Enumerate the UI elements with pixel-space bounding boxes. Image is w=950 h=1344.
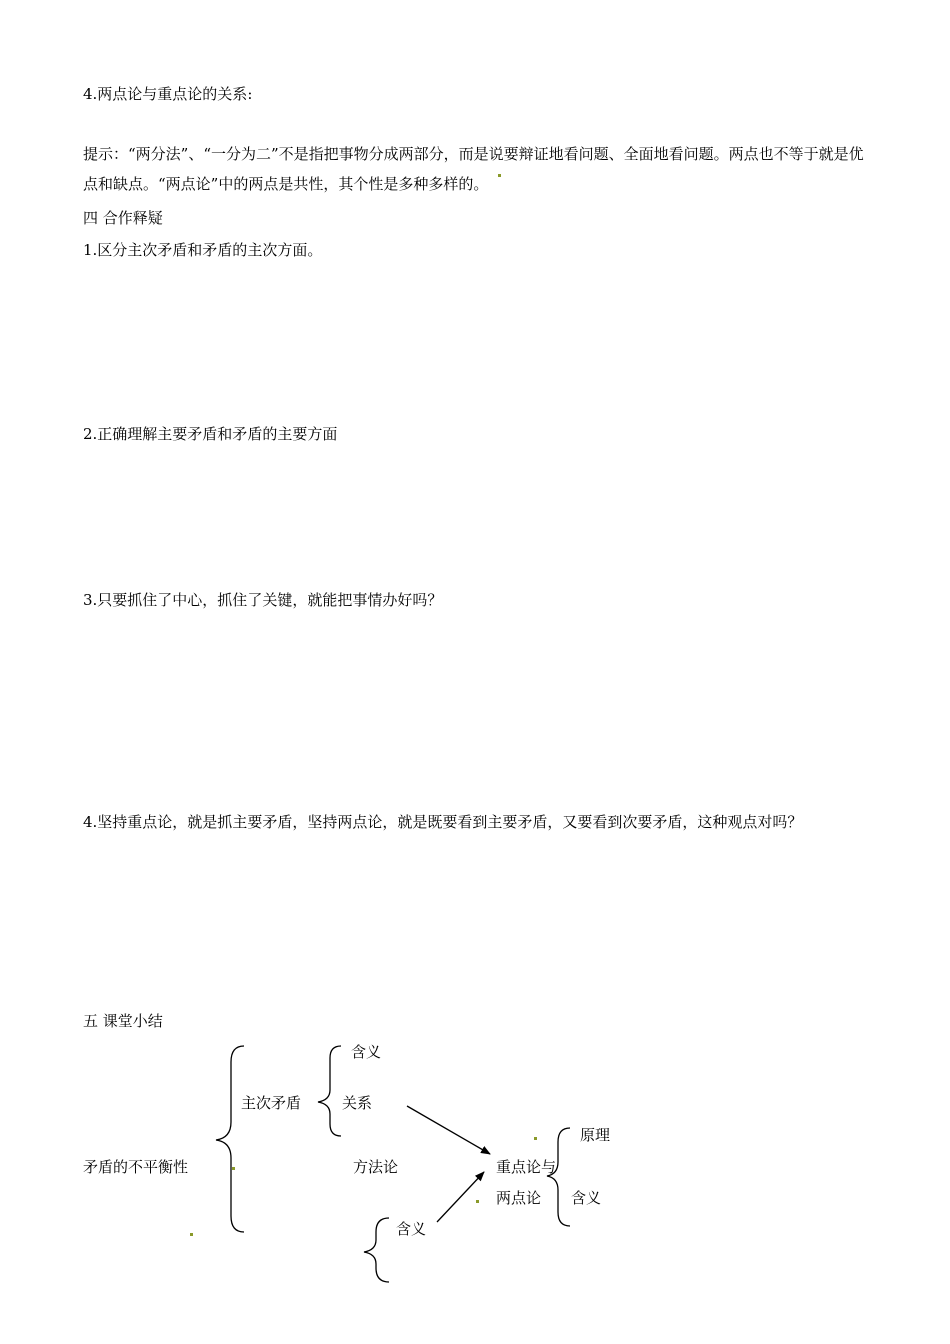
- diagram-target-line2: 两点论: [496, 1189, 542, 1207]
- diagram-branch1: 主次矛盾: [241, 1094, 302, 1112]
- section-summary-title: 五 课堂小结: [83, 1012, 163, 1030]
- speck: [190, 1233, 193, 1236]
- question-1: 1.区分主次矛盾和矛盾的主次方面。: [83, 241, 323, 259]
- question-4: 4.坚持重点论，就是抓主要矛盾，坚持两点论，就是既要看到主要矛盾，又要看到次要矛盾，这种观点对吗？: [83, 813, 803, 831]
- speck: [476, 1200, 479, 1203]
- diagram-target-principle: 原理: [580, 1126, 611, 1144]
- question-2: 2.正确理解主要矛盾和矛盾的主要方面: [83, 425, 338, 443]
- branch1-brace: [318, 1046, 341, 1136]
- target-brace: [547, 1128, 570, 1226]
- branch2-brace: [364, 1218, 389, 1282]
- diagram-branch1-relation: 关系: [342, 1094, 373, 1112]
- root-brace: [216, 1046, 244, 1232]
- diagram-root: 矛盾的不平衡性: [83, 1158, 189, 1176]
- diagram-methodology: 方法论: [353, 1158, 399, 1176]
- section-cooperate-title: 四 合作释疑: [83, 209, 163, 227]
- speck: [232, 1167, 235, 1170]
- diagram-branch2-meaning: 含义: [396, 1220, 427, 1238]
- hint-paragraph: 提示：“两分法”、“一分为二”不是指把事物分成两部分，而是说要辩证地看问题、全面地看问题。两点也不等于就是优点和缺点。“两点论”中的两点是共性，其个性是多种多样的。: [83, 145, 864, 193]
- diagram-target-line1: 重点论与: [496, 1158, 557, 1176]
- relation-heading: 4.两点论与重点论的关系:: [83, 85, 253, 103]
- diagram-target-meaning: 含义: [571, 1189, 602, 1207]
- question-3: 3.只要抓住了中心，抓住了关键，就能把事情办好吗？: [83, 591, 443, 609]
- diagram-branch1-meaning: 含义: [351, 1043, 382, 1061]
- speck: [498, 174, 501, 177]
- meaning-arrow: [437, 1172, 484, 1222]
- speck: [534, 1137, 537, 1140]
- relation-arrow: [407, 1106, 490, 1154]
